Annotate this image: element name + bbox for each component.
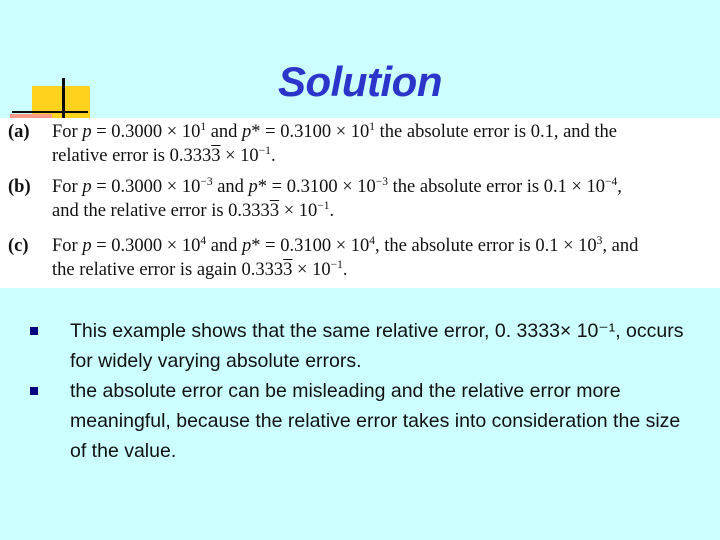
part-label: (c) xyxy=(8,236,29,256)
slide-title: Solution xyxy=(278,58,442,105)
bullet-item xyxy=(0,376,720,466)
part-line-1: For $p = 0.3000 \times 10^1$ and $p* = 0.3100 \times 10^1$ the absolute error is 0.1, and the xyxy=(52,121,618,142)
example-panel xyxy=(0,118,720,288)
part-label: (b) xyxy=(8,177,31,197)
part-line-2: relative error is $0.3333 \times 10^{-1}$. xyxy=(52,145,276,166)
bullet-item xyxy=(0,316,720,376)
square-bullet-icon xyxy=(30,327,38,335)
bullet-list xyxy=(0,316,720,466)
part-line-2: the relative error is again $0.3333 \times 10^{-1}$. xyxy=(52,259,348,280)
part-line-1: For $p = 0.3000 \times 10^4$ and $p* = 0.3100 \times 10^4$, the absolute error is $0.1 \times 10^3$, and xyxy=(52,235,639,256)
part-label: (a) xyxy=(8,122,30,142)
bullet-text: This example shows that the same relative error, 0. 3333× 10⁻¹, occurs for widely varying absolute errors. xyxy=(70,320,684,372)
bullet-text: the absolute error can be misleading and the relative error more meaningful, because the relative error takes into consideration the size of the value. xyxy=(70,380,681,462)
decor-horizontal-line xyxy=(12,111,88,113)
square-bullet-icon xyxy=(30,387,38,395)
part-line-1: For $p = 0.3000 \times 10^{-3}$ and $p* = 0.3100 \times 10^{-3}$ the absolute error is $0.1 \times 10^{-4}$, xyxy=(52,176,622,197)
part-line-2: and the relative error is $0.3333 \times 10^{-1}$. xyxy=(52,200,335,221)
